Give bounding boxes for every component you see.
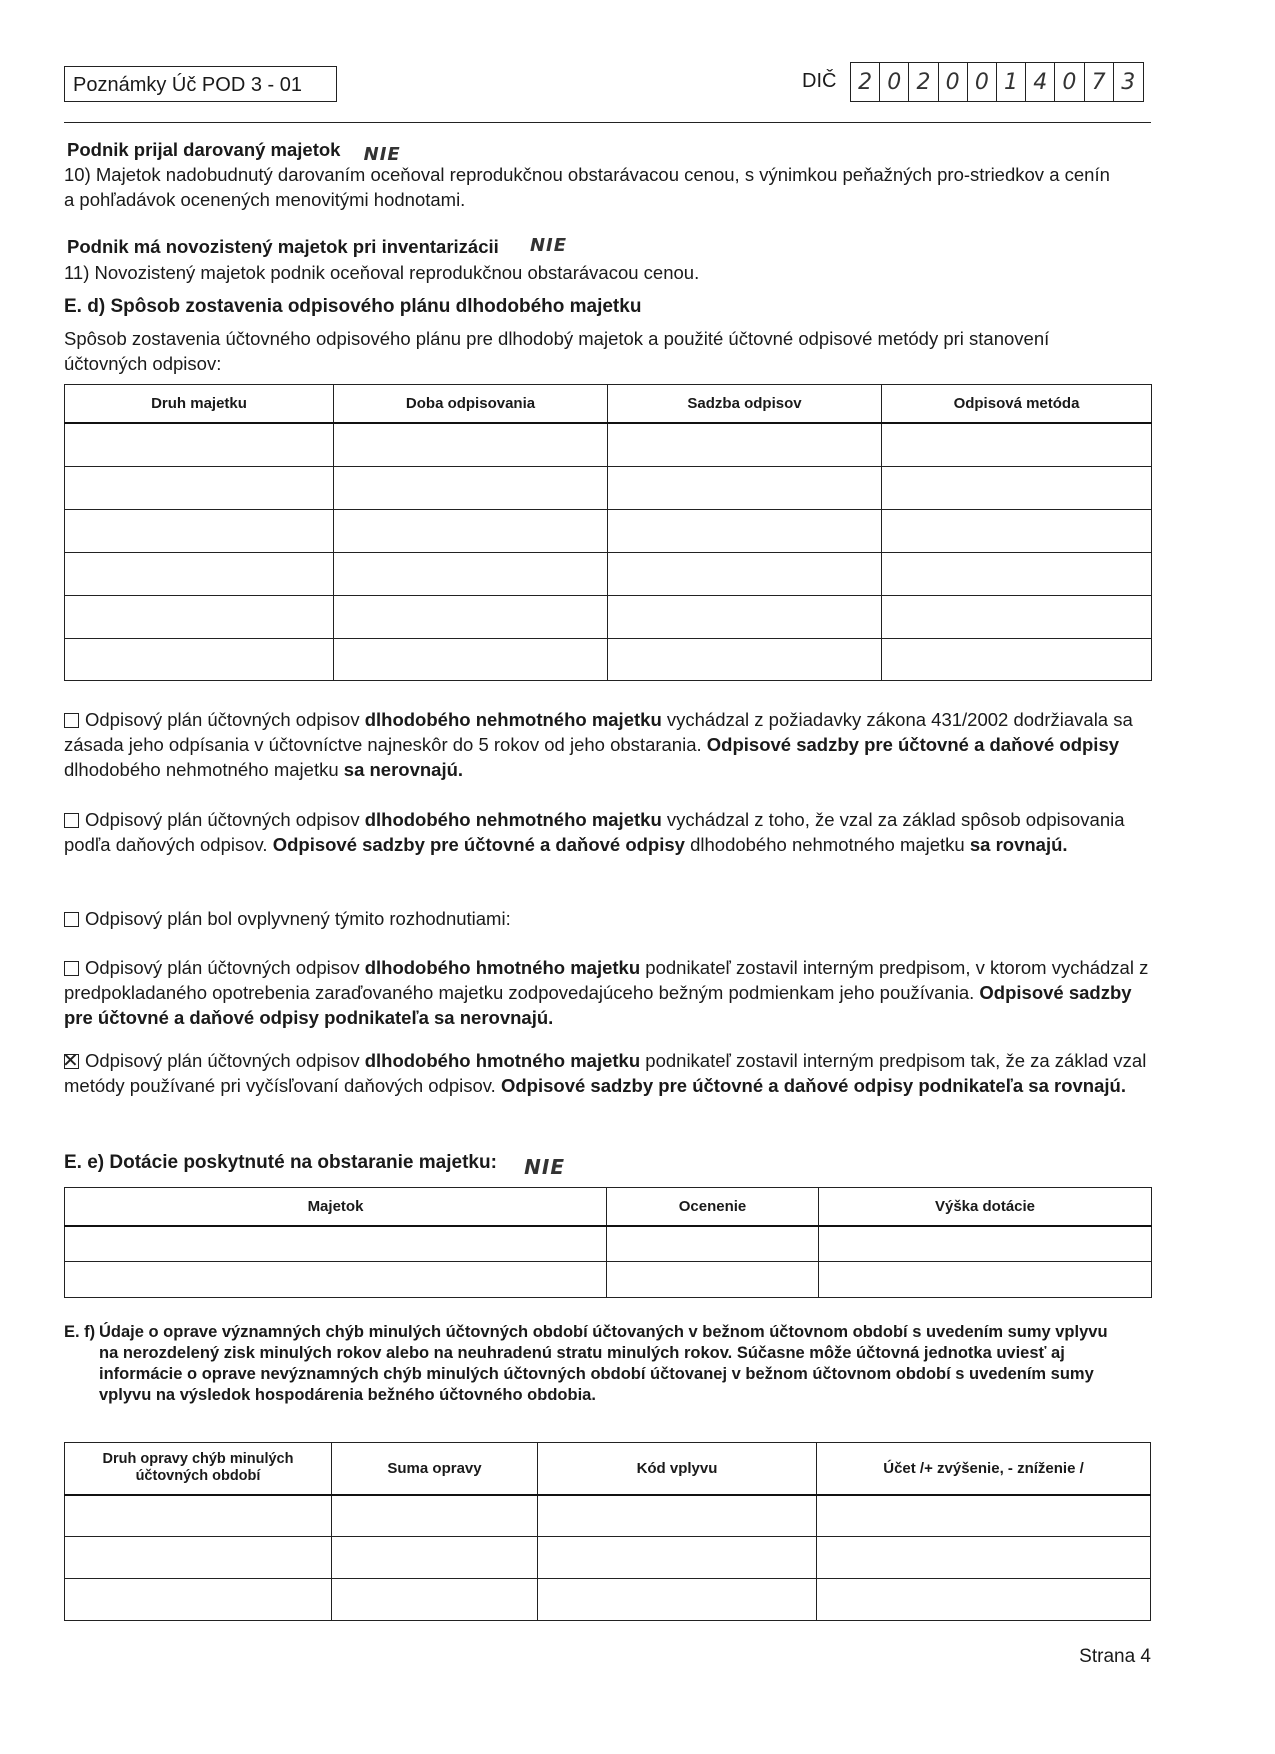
- col-header: Účet /+ zvýšenie, - zníženie /: [817, 1443, 1151, 1495]
- depreciation-option: [64, 1048, 1149, 1098]
- table-row: [65, 1226, 1152, 1262]
- dic-digit-box[interactable]: 4: [1026, 63, 1055, 101]
- table-row: [65, 1537, 1151, 1579]
- subsidy-table: [64, 1187, 1152, 1298]
- option-text: sa rovnajú.: [969, 834, 1068, 855]
- table-cell[interactable]: [882, 639, 1152, 681]
- table-cell[interactable]: [65, 510, 334, 553]
- dic-digit-box[interactable]: 1: [997, 63, 1026, 101]
- col-header: Majetok: [65, 1188, 607, 1226]
- dic-digit-box[interactable]: 7: [1085, 63, 1114, 101]
- table-row: [65, 639, 1152, 681]
- table-header-row: [65, 1443, 1151, 1495]
- option-checkbox[interactable]: [64, 713, 79, 728]
- table-cell[interactable]: [817, 1537, 1151, 1579]
- table-cell[interactable]: [882, 467, 1152, 510]
- table-cell[interactable]: [65, 639, 334, 681]
- table-cell[interactable]: [65, 553, 334, 596]
- table-cell[interactable]: [334, 639, 608, 681]
- table-cell[interactable]: [607, 1226, 819, 1262]
- table-cell[interactable]: [538, 1495, 817, 1537]
- form-code-box: [64, 66, 337, 102]
- depreciation-option: [64, 707, 1149, 782]
- table-cell[interactable]: [332, 1537, 538, 1579]
- table-cell[interactable]: [65, 1226, 607, 1262]
- option-text: Odpisové sadzby pre účtovné a daňové odpisy: [706, 734, 1120, 755]
- option-text: dlhodobého nehmotného majetku: [64, 759, 344, 780]
- table-row: [65, 1495, 1151, 1537]
- table-cell[interactable]: [608, 423, 882, 467]
- section-ef-label: E. f): [64, 1323, 96, 1341]
- col-header: Kód vplyvu: [538, 1443, 817, 1495]
- table-cell[interactable]: [538, 1579, 817, 1621]
- col-header: Doba odpisovania: [334, 385, 608, 423]
- table-cell[interactable]: [882, 510, 1152, 553]
- table-cell[interactable]: [65, 467, 334, 510]
- option-text: podnikateľ zostavil interným predpisom, v ktorom vychádzal z predpokladaného opotrebenia zaraďovaného majetku zodpovedajúceho bežným podmienkam jeho používania.: [64, 957, 1149, 1003]
- table-cell[interactable]: [608, 467, 882, 510]
- table-cell[interactable]: [608, 596, 882, 639]
- table-cell[interactable]: [65, 1262, 607, 1298]
- option-text: podnikateľ zostavil interným predpisom tak, že za základ vzal metódy používané pri vyčísľovaní daňových odpisov.: [64, 1050, 1147, 1096]
- col-header: Druh majetku: [65, 385, 334, 423]
- table-row: [65, 1262, 1152, 1298]
- section-ef-text: Údaje o oprave významných chýb minulých účtovných období účtovaných v bežnom účtovnom období s uvedením sumy vplyvu na nerozdelený zisk minulých rokov alebo na neuhradenú stratu minulých rokov. Súčasne môže účtovná jednotka uviesť aj informácie o oprave nevýznamných chýb minulých účtovných období účtovanej v bežnom účtovnom období s uvedením sumy vplyvu na výsledok hospodárenia bežného účtovného obdobia.: [99, 1323, 1108, 1404]
- handwritten-answer: NIE: [363, 144, 401, 165]
- donated-asset-heading: [67, 139, 401, 165]
- table-cell[interactable]: [819, 1226, 1152, 1262]
- table-cell[interactable]: [65, 1495, 332, 1537]
- table-row: [65, 467, 1152, 510]
- option-checkbox[interactable]: [64, 1054, 79, 1069]
- depreciation-option: [64, 955, 1149, 1030]
- col-header: Sadzba odpisov: [608, 385, 882, 423]
- inventory-text: 11) Novozistený majetok podnik oceňoval reprodukčnou obstarávacou cenou.: [64, 262, 700, 283]
- col-header: Ocenenie: [607, 1188, 819, 1226]
- table-cell[interactable]: [334, 467, 608, 510]
- donated-asset-heading-text: Podnik prijal darovaný majetok: [67, 139, 341, 160]
- option-checkbox[interactable]: [64, 961, 79, 976]
- option-text: Odpisové sadzby pre účtovné a daňové odpisy: [272, 834, 685, 855]
- section-ed-intro: Spôsob zostavenia účtovného odpisového plánu pre dlhodobý majetok a použité účtovné odpisové metódy pri stanovení účtovných odpisov:: [64, 328, 1050, 374]
- handwritten-answer: NIE: [524, 1155, 566, 1179]
- col-header: Výška dotácie: [819, 1188, 1152, 1226]
- table-row: [65, 596, 1152, 639]
- dic-digit-box[interactable]: 0: [939, 63, 968, 101]
- option-text: Odpisový plán účtovných odpisov: [85, 709, 365, 730]
- option-text: Odpisový plán účtovných odpisov: [85, 957, 365, 978]
- table-cell[interactable]: [65, 1537, 332, 1579]
- col-header: Odpisová metóda: [882, 385, 1152, 423]
- dic-digit-box[interactable]: 0: [968, 63, 997, 101]
- table-cell[interactable]: [608, 510, 882, 553]
- table-cell[interactable]: [332, 1495, 538, 1537]
- table-cell[interactable]: [332, 1579, 538, 1621]
- option-text: Odpisové sadzby pre účtovné a daňové odpisy podnikateľa sa nerovnajú.: [64, 982, 1132, 1028]
- col-header: Druh opravy chýb minulých účtovných období: [65, 1443, 332, 1495]
- page-number: Strana 4: [1079, 1646, 1151, 1667]
- table-cell[interactable]: [538, 1537, 817, 1579]
- option-text: dlhodobého hmotného majetku: [364, 957, 641, 978]
- dic-label: DIČ: [802, 70, 837, 92]
- handwritten-answer: NIE: [529, 235, 567, 256]
- table-header-row: [65, 1188, 1152, 1226]
- option-checkbox[interactable]: [64, 912, 79, 927]
- table-cell[interactable]: [65, 596, 334, 639]
- table-cell[interactable]: [334, 553, 608, 596]
- table-row: [65, 423, 1152, 467]
- header-rule: [64, 122, 1151, 123]
- depreciation-option: [64, 807, 1149, 857]
- table-row: [65, 510, 1152, 553]
- dic-digit-box[interactable]: 0: [1055, 63, 1084, 101]
- option-text: dlhodobého nehmotného majetku: [684, 834, 970, 855]
- dic-digit-box[interactable]: 2: [851, 63, 880, 101]
- option-checkbox[interactable]: [64, 813, 79, 828]
- table-cell[interactable]: [334, 510, 608, 553]
- col-header: Suma opravy: [332, 1443, 538, 1495]
- option-text: dlhodobého nehmotného majetku: [364, 709, 662, 730]
- table-cell[interactable]: [608, 553, 882, 596]
- option-text: sa nerovnajú.: [343, 759, 464, 780]
- option-text: vychádzal z toho, že vzal za základ spôsob odpisovania podľa daňových odpisov.: [64, 809, 1125, 855]
- table-cell[interactable]: [819, 1262, 1152, 1298]
- table-row: [65, 1579, 1151, 1621]
- table-cell[interactable]: [65, 1579, 332, 1621]
- section-ed-heading: E. d) Spôsob zostavenia odpisového plánu dlhodobého majetku: [64, 296, 642, 317]
- depreciation-option: [64, 906, 1149, 931]
- donated-asset-text: 10) Majetok nadobudnutý darovaním oceňoval reprodukčnou obstarávacou cenou, s výnimkou peňažných pro-striedkov a cenín a pohľadávok ocenených menovitými hodnotami.: [64, 164, 1110, 210]
- table-cell[interactable]: [334, 423, 608, 467]
- table-cell[interactable]: [882, 553, 1152, 596]
- table-header-row: [65, 385, 1152, 423]
- table-cell[interactable]: [882, 596, 1152, 639]
- dic-digit-box[interactable]: 2: [909, 63, 938, 101]
- option-text: Odpisový plán účtovných odpisov: [85, 1050, 365, 1071]
- option-text: vychádzal z požiadavky zákona 431/2002 dodržiavala sa zásada jeho odpísania v účtovníctve najneskôr do 5 rokov od jeho obstarania.: [64, 709, 1133, 755]
- form-code: Poznámky Úč POD 3 - 01: [73, 74, 302, 96]
- inventory-heading: [67, 236, 567, 259]
- table-cell[interactable]: [817, 1495, 1151, 1537]
- section-ee-heading: [64, 1150, 566, 1179]
- table-row: [65, 553, 1152, 596]
- option-text: Odpisové sadzby pre účtovné a daňové odpisy podnikateľa sa rovnajú.: [500, 1075, 1126, 1096]
- dic-digit-box[interactable]: 3: [1121, 70, 1136, 95]
- section-ee-heading-text: E. e) Dotácie poskytnuté na obstaranie majetku:: [64, 1152, 497, 1173]
- dic-digit-box[interactable]: 0: [880, 63, 909, 101]
- table-cell[interactable]: [608, 639, 882, 681]
- depreciation-plan-table: [64, 384, 1152, 681]
- table-cell[interactable]: [817, 1579, 1151, 1621]
- inventory-heading-text: Podnik má novozistený majetok pri inventarizácii: [67, 236, 499, 257]
- option-text: dlhodobého hmotného majetku: [364, 1050, 641, 1071]
- table-cell[interactable]: [607, 1262, 819, 1298]
- error-correction-table: [64, 1442, 1151, 1621]
- table-cell[interactable]: [882, 423, 1152, 467]
- table-cell[interactable]: [65, 423, 334, 467]
- option-text: Odpisový plán bol ovplyvnený týmito rozhodnutiami:: [85, 908, 511, 929]
- option-text: Odpisový plán účtovných odpisov: [85, 809, 365, 830]
- dic-digit-boxes: [850, 62, 1144, 102]
- table-cell[interactable]: [334, 596, 608, 639]
- option-text: dlhodobého nehmotného majetku: [364, 809, 662, 830]
